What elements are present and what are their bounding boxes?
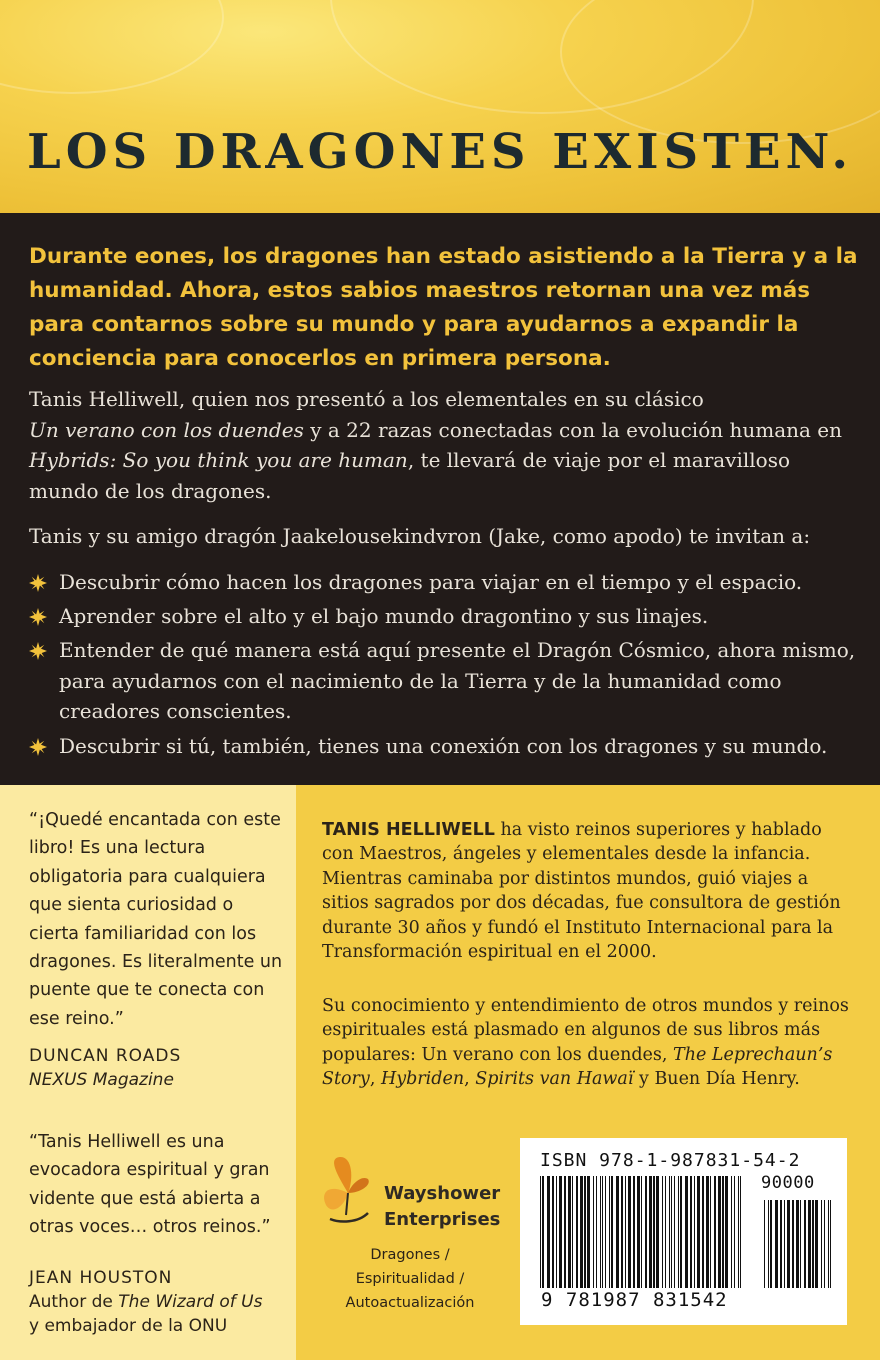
bullet-item: Aprender sobre el alto y el bajo mundo dragontino y sus linajes. <box>29 601 859 632</box>
addon-bar <box>824 1200 825 1288</box>
quote-attribution: JEAN HOUSTON Author de The Wizard of Us y embajador de la ONU <box>29 1268 263 1336</box>
barcode-bar <box>678 1176 679 1288</box>
decorative-swirl <box>0 0 224 94</box>
barcode-bar <box>641 1176 642 1288</box>
addon-bar <box>821 1200 822 1288</box>
barcode-bar <box>702 1176 704 1288</box>
sunburst-star-icon <box>29 642 47 660</box>
sunburst-star-icon <box>29 574 47 592</box>
barcode-bar <box>694 1176 695 1288</box>
addon-bar <box>787 1200 790 1288</box>
headline: LOS DRAGONES EXISTEN. <box>26 124 854 180</box>
barcode-bar <box>665 1176 666 1288</box>
addon-bar <box>775 1200 778 1288</box>
bullet-item: Descubrir cómo hacen los dragones para viajar en el tiempo y el espacio. <box>29 567 859 598</box>
addon-bar <box>815 1200 818 1288</box>
addon-bar <box>830 1200 831 1288</box>
addon-bar <box>800 1200 801 1288</box>
barcode-bar <box>576 1176 578 1288</box>
barcode-bar <box>690 1176 692 1288</box>
ean-digits: 9 781987 831542 <box>541 1289 728 1311</box>
barcode-bar <box>645 1176 647 1288</box>
barcode-bar <box>616 1176 619 1288</box>
addon-bar <box>770 1200 772 1288</box>
barcode-bar <box>706 1176 709 1288</box>
barcode-bar <box>718 1176 721 1288</box>
barcode-bar <box>731 1176 732 1288</box>
invite-paragraph: Tanis y su amigo dragón Jaakelousekindvron (Jake, como apodo) te invitan a: <box>29 524 811 548</box>
barcode-bar <box>671 1176 672 1288</box>
addon-bar <box>812 1200 814 1288</box>
barcode-bar <box>734 1176 735 1288</box>
publisher-name: Wayshower Enterprises <box>384 1183 501 1230</box>
barcode-bar <box>572 1176 573 1288</box>
barcode-bar <box>722 1176 724 1288</box>
quote-affiliation: NEXUS Magazine <box>29 1070 174 1090</box>
barcode-bar <box>547 1176 550 1288</box>
top-banner <box>0 0 880 213</box>
addon-bar <box>792 1200 794 1288</box>
barcode-bar <box>625 1176 626 1288</box>
addon-bar <box>768 1200 769 1288</box>
barcode-bar <box>714 1176 716 1288</box>
barcode-bar <box>637 1176 640 1288</box>
barcode-bar <box>725 1176 728 1288</box>
barcode-bar <box>559 1176 562 1288</box>
book-title: Un verano con los duendes <box>29 417 304 442</box>
addon-bar <box>780 1200 782 1288</box>
barcode-bar <box>662 1176 663 1288</box>
barcode-bar <box>580 1176 583 1288</box>
barcode-bar <box>556 1176 557 1288</box>
bullet-item: Descubrir si tú, también, tienes una conexión con los dragones y su mundo. <box>29 731 859 762</box>
barcode-bar <box>740 1176 741 1288</box>
barcode-bar <box>674 1176 675 1288</box>
barcode-bar <box>540 1176 541 1288</box>
author-name: TANIS HELLIWELL <box>322 820 495 840</box>
price-addon: 90000 <box>761 1173 815 1193</box>
quote-author: JEAN HOUSTON <box>29 1268 173 1288</box>
barcode-bar <box>611 1176 613 1288</box>
author-bio: TANIS HELLIWELL ha visto reinos superiores y hablado con Maestros, ángeles y elementales desde la infancia. Mientras caminaba por distintos mundos, guió viajes a sitios sagrados por dos décadas, fue consultora de gestión durante 30 años y fundó el Instituto Internacional para la Transformación espiritual en el 2000. <box>322 820 841 963</box>
barcode-bar <box>649 1176 652 1288</box>
barcode-bar <box>542 1176 544 1288</box>
quote-author: DUNCAN ROADS <box>29 1046 182 1066</box>
barcode-bar <box>609 1176 610 1288</box>
bullet-item: Entender de qué manera está aquí presente el Dragón Cósmico, ahora mismo, para ayudarnos con el nacimiento de la Tierra y de la humanidad como creadores conscientes. <box>29 635 859 727</box>
barcode-bar <box>605 1176 606 1288</box>
barcode-bar <box>628 1176 631 1288</box>
quote-text: “¡Quedé encantada con este libro! Es una lectura obligatoria para cualquiera que sienta curiosidad o cierta familiaridad con los dragones. Es literalmente un puente que te conecta con ese reino.” <box>29 810 283 1029</box>
intro-paragraph: Tanis Helliwell, quien nos presentó a los elementales en su clásico Un verano con los duendes y a 22 razas conectadas con la evolución humana en Hybrids: So you think you are human, te llevará de viaje por el maravilloso mundo de los dragones. <box>29 387 842 503</box>
quote-text: “Tanis Helliwell es una evocadora espiritual y gran vidente que está abierta a otras voces… otros reinos.” <box>29 1132 271 1238</box>
barcode-bar <box>710 1176 711 1288</box>
barcode-bar <box>656 1176 659 1288</box>
addon-bar <box>764 1200 765 1288</box>
sunburst-star-icon <box>29 738 47 756</box>
lead-paragraph: Durante eones, los dragones han estado asistiendo a la Tierra y a la humanidad. Ahora, estos sabios maestros retornan una vez más para contarnos sobre su mundo y para ayudarnos a expandir la conciencia para conocerlos en primera persona. <box>29 244 858 371</box>
addon-bar <box>784 1200 785 1288</box>
barcode-bar <box>602 1176 603 1288</box>
addon-bar <box>828 1200 829 1288</box>
sunburst-star-icon <box>29 608 47 626</box>
addon-bar <box>804 1200 806 1288</box>
barcode-bar <box>653 1176 655 1288</box>
book-title: The Wizard of Us <box>118 1292 263 1312</box>
barcode-bar <box>680 1176 682 1288</box>
quote-attribution <box>29 1044 289 1092</box>
barcode-bar <box>564 1176 566 1288</box>
barcode-bar <box>621 1176 623 1288</box>
author-books: Su conocimiento y entendimiento de otros mundos y reinos espirituales está plasmado en algunos de sus libros más populares: Un verano con los duendes, The Leprechaun’s Story, Hybriden, Spirits van Hawaï y Buen Día Henry. <box>322 996 849 1090</box>
barcode-bar <box>568 1176 571 1288</box>
book-title: Hybrids: So you think you are human <box>29 448 408 472</box>
barcode-bar <box>685 1176 688 1288</box>
barcode-bar <box>738 1176 739 1288</box>
barcode-bar <box>600 1176 601 1288</box>
barcode-bar <box>593 1176 594 1288</box>
book-categories: Dragones / Espiritualidad / Autoactualización <box>345 1247 475 1311</box>
barcode <box>536 1176 836 1288</box>
butterfly-logo-icon <box>318 1153 378 1233</box>
barcode-bar <box>669 1176 670 1288</box>
barcode-bar <box>596 1176 597 1288</box>
barcode-bar <box>697 1176 700 1288</box>
barcode-bar <box>633 1176 635 1288</box>
barcode-bar <box>584 1176 586 1288</box>
addon-bar <box>796 1200 799 1288</box>
barcode-bar <box>552 1176 554 1288</box>
addon-bar <box>808 1200 811 1288</box>
barcode-bar <box>587 1176 590 1288</box>
isbn-label: ISBN 978-1-987831-54-2 <box>540 1150 801 1171</box>
